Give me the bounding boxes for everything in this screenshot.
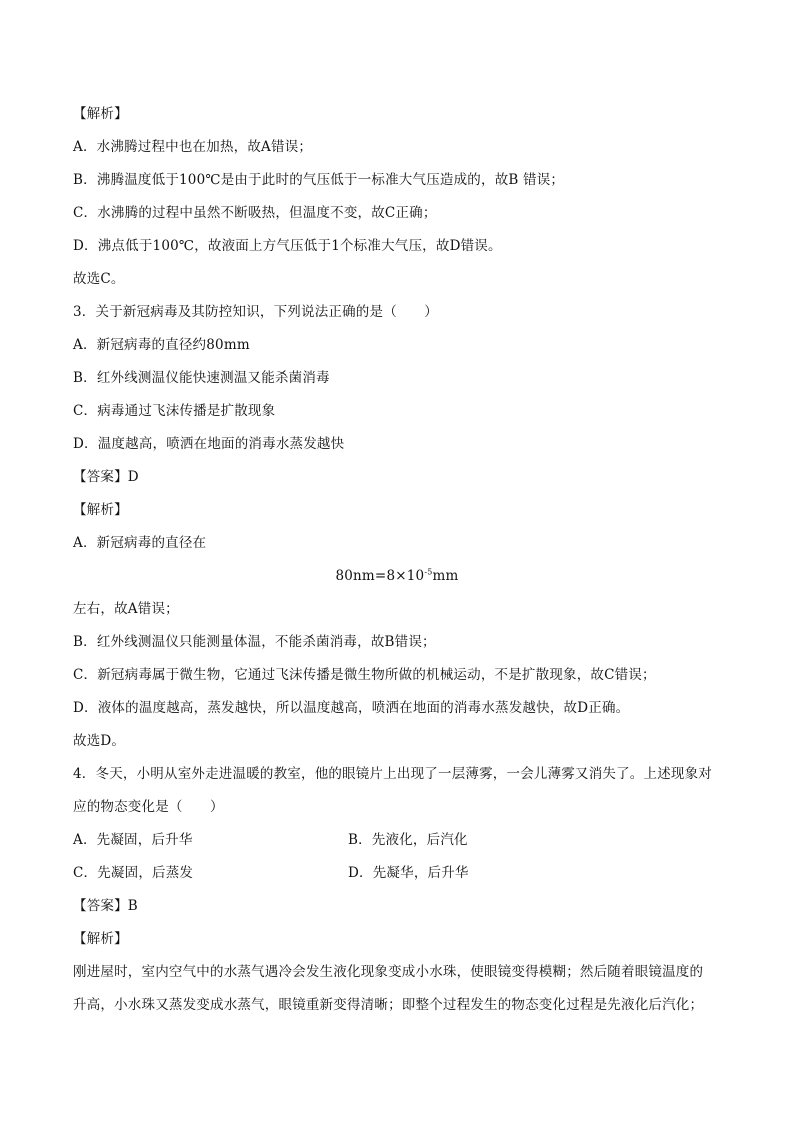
q2-analysis-line-c: C．水沸腾的过程中虽然不断吸热，但温度不变，故C正确；: [73, 205, 437, 221]
q3-analysis-line-b: B．红外线测温仪只能测量体温，不能杀菌消毒，故B错误；: [73, 634, 436, 650]
q3-analysis-label: 【解析】: [73, 502, 128, 518]
q4-option-d: D．先凝华，后升华: [348, 865, 469, 881]
q3-conclusion: 故选D。: [73, 733, 126, 749]
q2-analysis-line-d: D．沸点低于100℃，故液面上方气压低于1个标准大气压，故D错误。: [73, 238, 502, 254]
q2-analysis-label: 【解析】: [73, 106, 128, 122]
q3-analysis-line-d: D．液体的温度越高，蒸发越快，所以温度越高，喷洒在地面的消毒水蒸发越快，故D正确。: [73, 700, 630, 716]
q3-analysis-intro: A．新冠病毒的直径在: [73, 535, 207, 551]
q2-analysis-line-b: B．沸腾温度低于100℃是由于此时的气压低于一标准大气压造成的，故B 错误；: [73, 172, 565, 188]
q2-analysis-line-a: A．水沸腾过程中也在加热，故A错误；: [73, 139, 313, 155]
q3-stem: 3．关于新冠病毒及其防控知识，下列说法正确的是（ ）: [73, 304, 438, 320]
q3-answer: 【答案】D: [73, 469, 139, 485]
q4-option-c: C．先凝固，后蒸发: [73, 865, 194, 881]
q3-equation-base: 80nm=8×10: [335, 568, 425, 584]
q3-equation-exponent: -5: [424, 567, 433, 577]
q3-option-d: D．温度越高，喷洒在地面的消毒水蒸发越快: [73, 436, 345, 452]
q4-stem-line-1: 4．冬天，小明从室外走进温暖的教室，他的眼镜片上出现了一层薄雾，一会儿薄雾又消失了。上述现象对: [73, 766, 712, 782]
q3-analysis-line-c: C．新冠病毒属于微生物，它通过飞沫传播是微生物所做的机械运动，不是扩散现象，故C错误；: [73, 667, 656, 683]
q4-answer: 【答案】B: [73, 898, 138, 914]
q4-analysis-line-2: 升高，小水珠又蒸发变成水蒸气，眼镜重新变得清晰；即整个过程发生的物态变化过程是先液化后汽化；: [73, 997, 704, 1013]
q4-analysis-label: 【解析】: [73, 931, 128, 947]
q2-conclusion: 故选C。: [73, 271, 125, 287]
q3-analysis-after: 左右，故A错误；: [73, 601, 179, 617]
q3-option-c: C．病毒通过飞沫传播是扩散现象: [73, 403, 276, 419]
q4-option-a: A．先凝固，后升华: [73, 832, 193, 848]
q4-analysis-line-1: 刚进屋时，室内空气中的水蒸气遇冷会发生液化现象变成小水珠，使眼镜变得模糊；然后随着眼镜温度的: [73, 964, 704, 980]
q4-option-b: B．先液化，后汽化: [348, 832, 468, 848]
q3-equation-unit: mm: [432, 568, 459, 584]
q3-option-a: A．新冠病毒的直径约80mm: [73, 337, 250, 353]
q3-equation: [0, 567, 794, 585]
q3-option-b: B．红外线测温仪能快速测温又能杀菌消毒: [73, 370, 330, 386]
q4-stem-line-2: 应的物态变化是（ ）: [73, 799, 224, 815]
